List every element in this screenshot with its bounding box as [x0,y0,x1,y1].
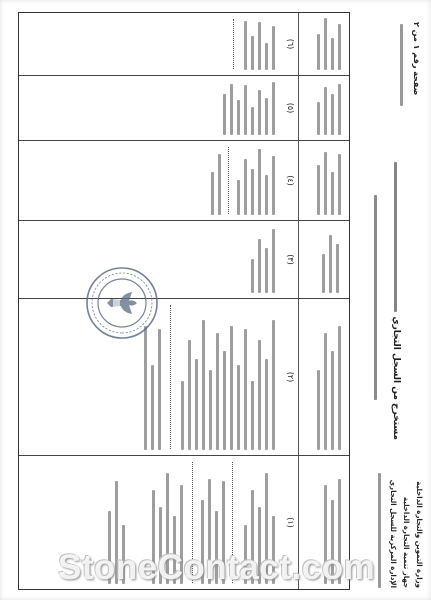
illegible-text-line [318,165,321,215]
illegible-text-line [231,84,234,135]
column-number: (١) [286,517,295,528]
illegible-text-line [273,320,276,450]
illegible-text-line [266,43,269,70]
illegible-text-line [273,156,276,215]
illegible-text-line [152,365,155,450]
column-header [298,141,349,220]
illegible-text-line [273,82,276,136]
column-number: (٦) [286,38,295,50]
illegible-text-line [231,326,234,450]
illegible-text-line [245,159,248,215]
table-column-6 [19,13,349,75]
illegible-text-line [245,85,248,135]
column-header [298,13,349,75]
authority-name: جهاز تنمية التجارة الداخلية [402,496,410,588]
illegible-text-line [189,340,192,450]
document-title [391,162,401,440]
illegible-text-line [259,239,262,293]
illegible-text-line [224,94,227,135]
column-header [298,76,349,140]
illegible-text-line [259,149,262,215]
illegible-text-line [266,98,269,135]
illegible-text-line [252,259,255,293]
illegible-text-line [266,248,269,293]
illegible-title-continuation [395,162,398,312]
illegible-text-line [339,154,342,215]
illegible-text-line [325,333,328,450]
illegible-text-line [259,22,262,70]
department-name: الإدارة المركزية للسجل التجاري [389,479,397,588]
illegible-text-line [266,175,269,215]
illegible-text-line [318,370,321,450]
registry-table [18,12,350,590]
illegible-text-line [332,351,335,450]
illegible-text-line [159,329,162,450]
illegible-text-line [252,381,255,450]
illegible-text-line [273,26,276,70]
dotted-fill-line [228,147,229,214]
illegible-text-line [238,100,241,135]
illegible-text-line [318,102,321,135]
illegible-text-line [273,229,276,293]
dotted-fill-line [170,305,171,449]
illegible-text-line [318,34,321,70]
illegible-text-line [224,351,227,450]
column-number: (٢) [286,371,295,383]
illegible-text-line [210,370,213,450]
illegible-text-line [339,24,342,70]
illegible-text-line [245,21,248,70]
illegible-text-line [323,254,326,293]
illegible-text-line [332,38,335,70]
illegible-text-line [182,381,185,450]
illegible-text-line [217,333,220,450]
ministry-name: وزارة التموين والتجارة الداخلية [415,481,423,588]
column-number: (٤) [286,175,295,186]
illegible-text-line [145,326,148,450]
document-title-text: مستخرج من السجل التجاري [391,316,401,440]
official-stamp [85,266,159,340]
illegible-text-line [245,329,248,450]
illegible-text-line [203,320,206,450]
illegible-text-line [238,180,241,215]
column-header [298,299,349,455]
illegible-text-line [337,244,340,293]
table-column-2 [19,298,349,455]
illegible-text-line [212,172,215,215]
illegible-text-line [259,90,262,135]
illegible-text-line [238,365,241,450]
eagle-emblem-icon [107,292,137,314]
table-column-3 [19,220,349,298]
column-number: (٣) [286,254,295,265]
illegible-text-line [266,359,269,450]
illegible-text-line [325,18,328,70]
illegible-office-line [378,473,381,588]
illegible-text-line [332,172,335,215]
illegible-text-line [196,359,199,450]
illegible-text-line [252,36,255,70]
illegible-text-line [259,340,262,450]
ministry-header [378,438,425,588]
illegible-text-line [252,169,255,215]
illegible-text-line [330,235,333,293]
illegible-reference-number [400,24,403,106]
column-number: (٥) [286,102,295,114]
watermark: StoneContact.com [58,548,376,587]
dotted-fill-line [233,19,234,69]
illegible-subtitle-line [374,195,377,400]
illegible-text-line [339,326,342,450]
page-number: صفحة رقم ١ من ٢ [412,22,421,96]
illegible-text-line [252,107,255,135]
table-column-4 [19,140,349,220]
table-column-5 [19,75,349,140]
illegible-text-line [325,87,328,135]
illegible-text-line [219,154,222,215]
illegible-text-line [325,152,328,215]
illegible-text-line [332,94,335,135]
illegible-text-line [339,84,342,135]
